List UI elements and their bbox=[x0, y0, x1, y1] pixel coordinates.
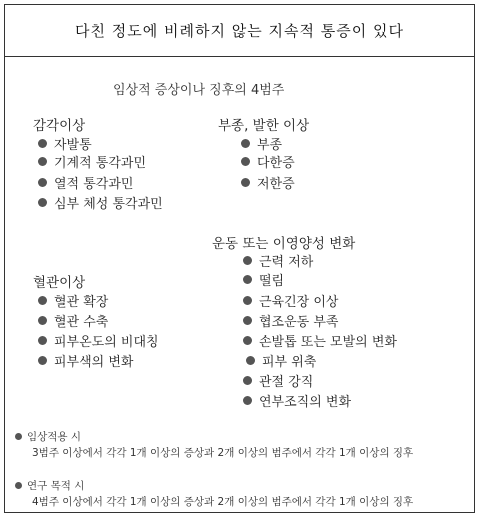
list-item: 연부조직의 변화 bbox=[243, 391, 351, 409]
bullet-icon bbox=[38, 157, 47, 166]
note-clinical-label: 임상적용 시 bbox=[15, 429, 81, 444]
bullet-icon bbox=[38, 139, 47, 148]
list-item: 피부 위축 bbox=[246, 351, 316, 369]
bullet-icon bbox=[243, 256, 252, 265]
bullet-icon bbox=[241, 139, 250, 148]
list-item: 혈관 수축 bbox=[38, 311, 108, 329]
bullet-icon bbox=[38, 336, 47, 345]
bullet-icon bbox=[38, 296, 47, 305]
bullet-icon bbox=[15, 482, 22, 489]
list-item: 부종 bbox=[241, 134, 282, 152]
list-item: 열적 통각과민 bbox=[38, 173, 133, 191]
note-research-label: 연구 목적 시 bbox=[15, 478, 84, 493]
bullet-icon bbox=[15, 433, 22, 440]
group-title-motor: 운동 또는 이영양성 변화 bbox=[212, 236, 356, 252]
list-item: 근력 저하 bbox=[243, 251, 313, 269]
bullet-icon bbox=[246, 356, 255, 365]
list-item: 저한증 bbox=[241, 173, 295, 191]
list-item: 기계적 통각과민 bbox=[38, 152, 146, 170]
list-item: 떨림 bbox=[243, 270, 284, 288]
subtitle: 임상적 증상이나 징후의 4범주 bbox=[113, 83, 285, 98]
bullet-icon bbox=[38, 316, 47, 325]
list-item: 다한증 bbox=[241, 152, 295, 170]
bullet-icon bbox=[241, 157, 250, 166]
list-item: 자발통 bbox=[38, 134, 92, 152]
note-clinical-text: 3범주 이상에서 각각 1개 이상의 증상과 2개 이상의 범주에서 각각 1개 이상의 징후 bbox=[32, 447, 414, 459]
list-item: 근육긴장 이상 bbox=[243, 291, 338, 309]
group-title-edema: 부종, 발한 이상 bbox=[218, 118, 310, 134]
bullet-icon bbox=[243, 296, 252, 305]
bullet-icon bbox=[241, 178, 250, 187]
page-title: 다친 정도에 비례하지 않는 지속적 통증이 있다 bbox=[5, 5, 474, 57]
list-item: 관절 강직 bbox=[243, 371, 313, 389]
bullet-icon bbox=[243, 396, 252, 405]
note-research-text: 4범주 이상에서 각각 1개 이상의 증상과 2개 이상의 범주에서 각각 1개 이상의 징후 bbox=[32, 496, 414, 508]
bullet-icon bbox=[243, 336, 252, 345]
list-item: 손발톱 또는 모발의 변화 bbox=[243, 331, 397, 349]
list-item: 피부색의 변화 bbox=[38, 351, 133, 369]
list-item: 혈관 확장 bbox=[38, 291, 108, 309]
bullet-icon bbox=[243, 376, 252, 385]
bullet-icon bbox=[38, 198, 47, 207]
bullet-icon bbox=[38, 178, 47, 187]
bullet-icon bbox=[38, 356, 47, 365]
list-item: 심부 체성 통각과민 bbox=[38, 193, 163, 211]
list-item: 피부온도의 비대칭 bbox=[38, 331, 159, 349]
list-item: 협조운동 부족 bbox=[243, 311, 338, 329]
group-title-sensory: 감각이상 bbox=[33, 118, 86, 134]
bullet-icon bbox=[243, 275, 252, 284]
group-title-vascular: 혈관이상 bbox=[33, 275, 86, 291]
bullet-icon bbox=[243, 316, 252, 325]
